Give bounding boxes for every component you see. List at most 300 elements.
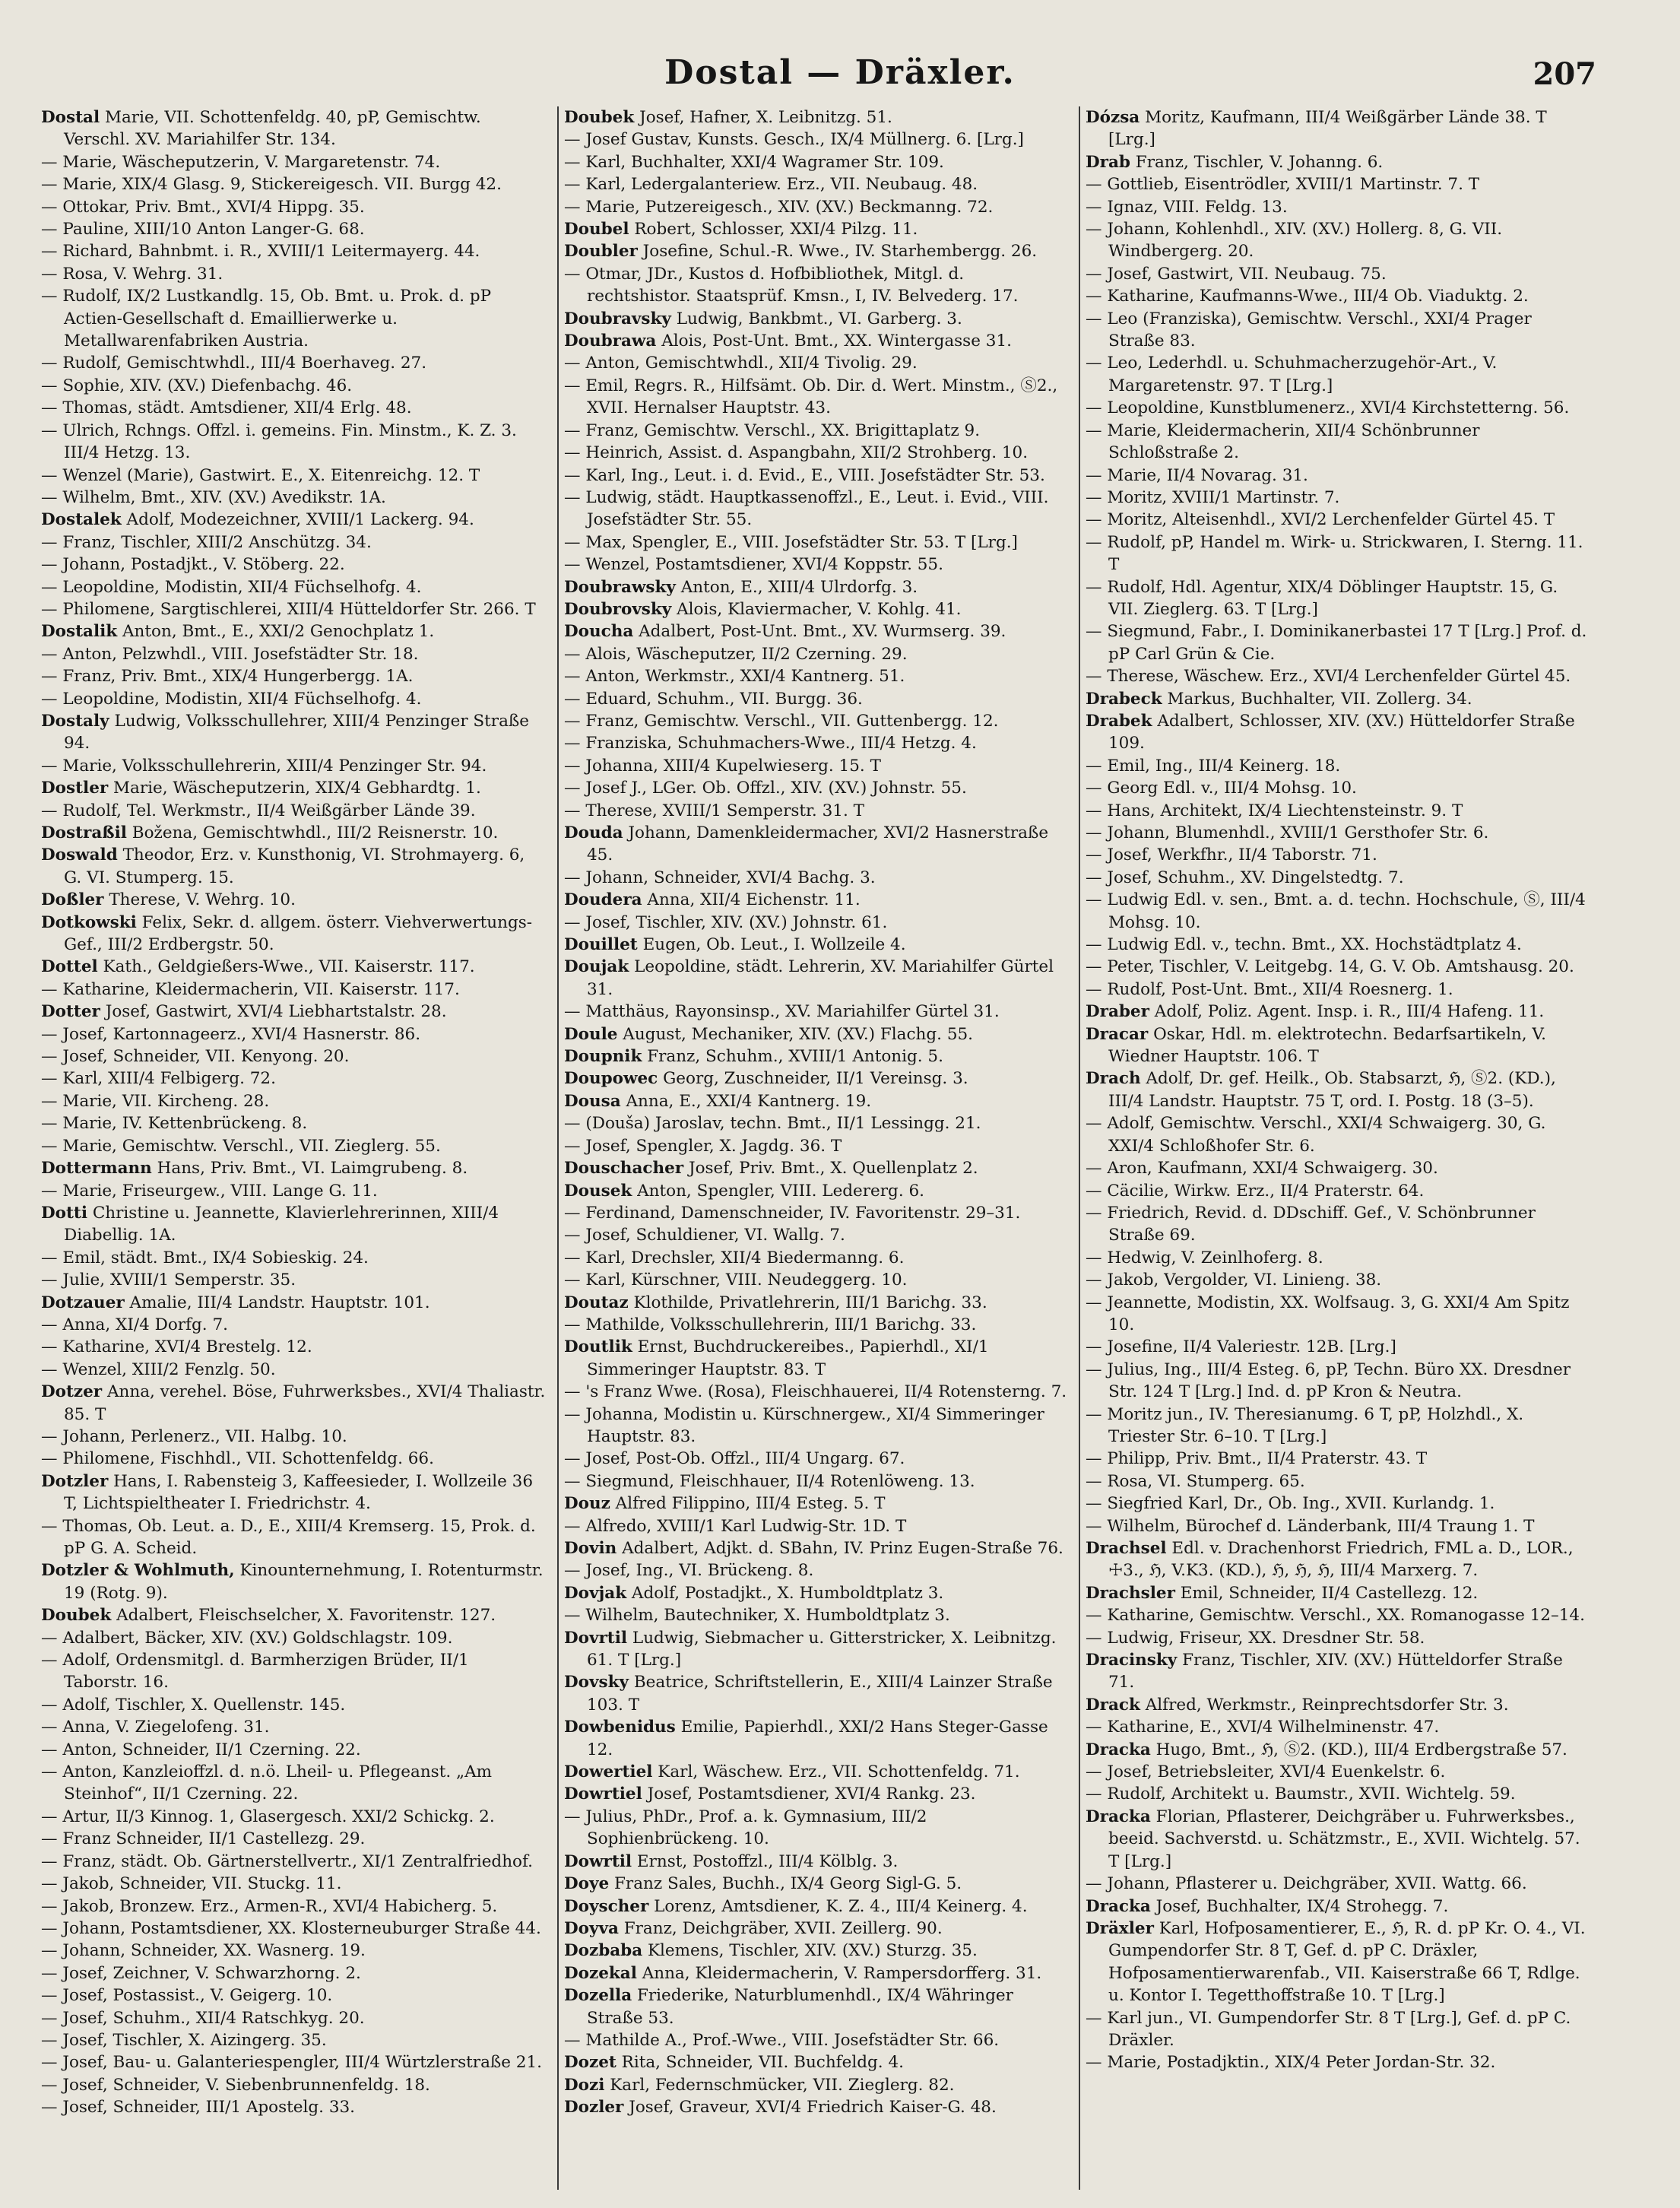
entry-surname: Dracka [1086, 1807, 1151, 1826]
entry-text: Florian, Pflasterer, Deichgräber u. Fuhrwerksbes., beeid. Sachverstd. u. Schätzmstr., E., XVII. Wichtelg. 57. T [Lrg.] [1108, 1807, 1580, 1871]
entry-surname: Doubek [564, 108, 635, 127]
directory-entry [564, 1940, 1070, 1962]
entry-text: — Rudolf, IX/2 Lustkandlg. 15, Ob. Bmt. u. Prok. d. pP Actien-Gesellschaft d. Emaillierwerke u. Metallwarenfabriken Austria. [41, 287, 492, 351]
directory-entry [41, 1448, 547, 1470]
directory-entry [564, 620, 1070, 642]
directory-entry [1086, 867, 1592, 889]
entry-text: Kath., Geldgießers-Wwe., VII. Kaiserstr. 117. [97, 957, 475, 977]
entry-surname: Dousa [564, 1091, 621, 1111]
entry-text: Josef, Buchhalter, IX/4 Strohegg. 7. [1150, 1896, 1449, 1916]
entry-text: Josef, Postamtsdiener, XVI/4 Rankg. 23. [642, 1784, 976, 1804]
entry-text: — Ludwig, Friseur, XX. Dresdner Str. 58. [1086, 1628, 1425, 1648]
entry-text: — 's Franz Wwe. (Rosa), Fleischhauerei, II/4 Rotensterng. 7. [564, 1382, 1067, 1402]
directory-entry [1086, 1604, 1592, 1626]
entry-text: — Mathilde A., Prof.-Wwe., VIII. Josefstädter Str. 66. [564, 2030, 1000, 2050]
directory-entry [564, 1202, 1070, 1224]
entry-text: Franz Sales, Buchh., IX/4 Georg Sigl-G. 5. [609, 1874, 962, 1894]
directory-entry [41, 665, 547, 687]
entry-text: — Marie, Gemischtw. Verschl., VII. Zieglerg. 55. [41, 1136, 441, 1156]
directory-entry [1086, 1112, 1592, 1157]
entry-text: — Rudolf, pP, Handel m. Wirk- u. Strickwaren, I. Sterng. 11. T [1086, 532, 1583, 575]
directory-entry [41, 1292, 547, 1314]
directory-entry [41, 1694, 547, 1716]
entry-text: — Ludwig Edl. v., techn. Bmt., XX. Hochstädtplatz 4. [1086, 935, 1522, 955]
directory-entry [564, 1984, 1070, 2029]
directory-entry [41, 173, 547, 195]
entry-text: — Marie, II/4 Novarag. 31. [1086, 465, 1308, 485]
entry-surname: Dracar [1086, 1024, 1149, 1044]
entry-text: — Leopoldine, Kunstblumenerz., XVI/4 Kirchstetterng. 56. [1086, 398, 1570, 418]
entry-text: — Karl, Kürschner, VIII. Neudeggerg. 10. [564, 1271, 908, 1290]
entry-surname: Dowbenidus [564, 1718, 676, 1737]
entry-surname: Dostler [41, 779, 109, 798]
entry-text: Franz, Deichgräber, XVII. Zeillerg. 90. [618, 1918, 943, 1938]
entry-text: — Friedrich, Revid. d. DDschiff. Gef., V. Schönbrunner Straße 69. [1086, 1203, 1536, 1245]
entry-text: Alois, Klaviermacher, V. Kohlg. 41. [671, 599, 962, 619]
entry-surname: Drack [1086, 1695, 1140, 1715]
entry-text: Adalbert, Fleischselcher, X. Favoritenstr. 127. [111, 1606, 496, 1626]
directory-entry [1086, 1918, 1592, 2007]
entry-surname: Doubrovsky [564, 599, 672, 619]
entry-surname: Drabek [1086, 711, 1152, 731]
entry-text: Edl. v. Drachenhorst Friedrich, FML a. D., LOR., ☩3., ℌ, V.K3. (KD.), ℌ, ℌ, ℌ, III/4 Marxerg. 7. [1108, 1539, 1574, 1581]
entry-text: — Richard, Bahnbmt. i. R., XVIII/1 Leitermayerg. 44. [41, 242, 480, 262]
entry-text: — Julius, PhDr., Prof. a. k. Gymnasium, III/2 Sophienbrückeng. 10. [564, 1807, 927, 1849]
directory-entry [41, 1001, 547, 1023]
entry-text: — Karl jun., VI. Gumpendorfer Str. 8 T [Lrg.], Gef. d. pP C. Dräxler. [1086, 2008, 1571, 2050]
entry-text: — Siegmund, Fabr., I. Dominikanerbastei 17 T [Lrg.] Prof. d. pP Carl Grün & Cie. [1086, 622, 1587, 664]
directory-entry [564, 2029, 1070, 2051]
directory-entry [41, 1112, 547, 1134]
directory-entry [564, 2096, 1070, 2118]
directory-entry [41, 2051, 547, 2073]
entry-text: — (Douša) Jaroslav, techn. Bmt., II/1 Lessingg. 21. [564, 1114, 981, 1134]
directory-entry [41, 1247, 547, 1269]
entry-text: Alois, Post-Unt. Bmt., XX. Wintergasse 31. [656, 332, 1012, 351]
directory-entry [564, 173, 1070, 195]
entry-text: Friederike, Naturblumenhdl., IX/4 Währinger Straße 53. [587, 1986, 1013, 2028]
page-number: 207 [1533, 56, 1596, 92]
directory-entry [41, 397, 547, 419]
entry-text: — Ignaz, VIII. Feldg. 13. [1086, 197, 1288, 217]
entry-surname: Dovrtil [564, 1628, 628, 1648]
entry-text: — Marie, VII. Kircheng. 28. [41, 1091, 270, 1111]
directory-entry [564, 1247, 1070, 1269]
directory-entry [564, 1559, 1070, 1581]
directory-entry [41, 844, 547, 889]
entry-text: — Anna, V. Ziegelofeng. 31. [41, 1718, 270, 1737]
entry-surname: Doubravsky [564, 309, 671, 328]
entry-surname: Doutaz [564, 1293, 629, 1312]
directory-entry [1086, 531, 1592, 576]
directory-entry [1086, 2007, 1592, 2052]
directory-entry [1086, 1694, 1592, 1716]
entry-surname: Doupnik [564, 1047, 642, 1067]
entry-text: — Therese, XVIII/1 Semperstr. 31. T [564, 801, 864, 820]
entry-text: Alfred Filippino, III/4 Esteg. 5. T [610, 1494, 886, 1514]
entry-surname: Dozet [564, 2053, 617, 2073]
entry-text: — Alois, Wäscheputzer, II/2 Czerning. 29. [564, 644, 908, 664]
directory-entry [1086, 1493, 1592, 1515]
directory-entry [1086, 956, 1592, 978]
directory-entry [41, 1559, 547, 1604]
entry-surname: Dräxler [1086, 1918, 1154, 1938]
directory-entry [41, 2096, 547, 2118]
entry-surname: Drachsler [1086, 1583, 1175, 1603]
directory-entry [1086, 1023, 1592, 1068]
entry-surname: Dostaly [41, 711, 109, 731]
entry-text: — Adalbert, Bäcker, XIV. (XV.) Goldschlagstr. 109. [41, 1628, 453, 1648]
directory-entry [1086, 1582, 1592, 1604]
entry-surname: Dozekal [564, 1963, 637, 1983]
directory-entry [1086, 285, 1592, 307]
entry-text: — Emil, Ing., III/4 Keinerg. 18. [1086, 756, 1341, 776]
directory-entry [1086, 576, 1592, 621]
entry-text: — Josef, Kartonnageerz., XVI/4 Hasnerstr. 86. [41, 1024, 421, 1044]
directory-entry [41, 531, 547, 554]
entry-surname: Doubrawa [564, 332, 657, 351]
entry-text: Markus, Buchhalter, VII. Zollerg. 34. [1162, 689, 1472, 709]
directory-entry [564, 2074, 1070, 2096]
directory-entry [1086, 1515, 1592, 1537]
entry-surname: Dozbaba [564, 1941, 643, 1961]
entry-surname: Draber [1086, 1002, 1149, 1022]
directory-entry [1086, 2051, 1592, 2073]
entry-text: — Johann, Pflasterer u. Deichgräber, XVII. Wattg. 66. [1086, 1874, 1527, 1894]
entry-text: — Josef, Schuhm., XV. Dingelstedtg. 7. [1086, 868, 1404, 887]
directory-entry [41, 1851, 547, 1873]
directory-entry [1086, 1806, 1592, 1873]
entry-surname: Dovjak [564, 1583, 627, 1603]
directory-entry [564, 1448, 1070, 1470]
directory-entry [564, 1873, 1070, 1895]
entry-text: — Josefine, II/4 Valeriestr. 12B. [Lrg.] [1086, 1337, 1396, 1357]
entry-text: August, Mechaniker, XIV. (XV.) Flachg. 55. [617, 1024, 974, 1044]
entry-text: — Josef, Schuldiener, VI. Wallg. 7. [564, 1226, 845, 1245]
entry-surname: Doubel [564, 220, 629, 240]
entry-text: — Johann, Blumenhdl., XVIII/1 Gersthofer Str. 6. [1086, 823, 1489, 842]
directory-entry [41, 777, 547, 799]
directory-entry [41, 800, 547, 822]
directory-entry [1086, 1068, 1592, 1112]
directory-entry [1086, 755, 1592, 777]
entry-text: — Wilhelm, Bürochef d. Länderbank, III/4 Traung 1. T [1086, 1516, 1535, 1536]
directory-entry [564, 1515, 1070, 1537]
entry-text: — Josef, Ing., VI. Brückeng. 8. [564, 1561, 814, 1581]
directory-entry [1086, 934, 1592, 956]
entry-text: Josefine, Schul.-R. Wwe., IV. Starhembergg. 26. [637, 242, 1038, 262]
directory-entry [564, 598, 1070, 620]
entry-surname: Doudera [564, 890, 642, 910]
directory-entry [41, 196, 547, 218]
directory-entry [1086, 1873, 1592, 1895]
entry-text: Hans, I. Rabensteig 3, Kaffeesieder, I. Wollzeile 36 T, Lichtspieltheater I. Friedrichstr. 4. [64, 1471, 533, 1514]
directory-entry [1086, 844, 1592, 866]
entry-text: — Emil, städt. Bmt., IX/4 Sobieskig. 24. [41, 1248, 369, 1267]
entry-text: — Rosa, VI. Stumperg. 65. [1086, 1471, 1305, 1491]
entry-text: — Philomene, Fischhdl., VII. Schottenfeldg. 66. [41, 1449, 434, 1469]
entry-surname: Doutlik [564, 1337, 632, 1357]
entry-text: Anna, Kleidermacherin, V. Rampersdorfferg. 31. [636, 1963, 1042, 1983]
directory-entry [1086, 1716, 1592, 1738]
entry-surname: Dostraßil [41, 823, 127, 842]
entry-surname: Douillet [564, 935, 638, 955]
directory-entry [1086, 1157, 1592, 1179]
entry-text: Josef, Gastwirt, XVI/4 Liebhartstalstr. 28. [100, 1002, 447, 1022]
entry-text: — Josef, Gastwirt, VII. Neubaug. 75. [1086, 264, 1387, 284]
entry-text: — Josef, Tischler, XIV. (XV.) Johnstr. 61. [564, 912, 888, 932]
entry-text: — Josef, Tischler, X. Aizingerg. 35. [41, 2030, 327, 2050]
entry-text: Hugo, Bmt., ℌ, Ⓢ2. (KD.), III/4 Erdbergstraße 57. [1150, 1740, 1567, 1759]
directory-entry [41, 554, 547, 576]
entry-text: — Pauline, XIII/10 Anton Langer-G. 68. [41, 220, 365, 240]
directory-entry [41, 688, 547, 710]
entry-text: — Wenzel, XIII/2 Fenzlg. 50. [41, 1359, 276, 1379]
directory-entry [1086, 979, 1592, 1001]
entry-text: — Cäcilie, Wirkw. Erz., II/4 Praterstr. 64. [1086, 1181, 1425, 1201]
entry-text: Franz, Tischler, V. Johanng. 6. [1130, 152, 1384, 172]
entry-text: — Gottlieb, Eisentrödler, XVIII/1 Martinstr. 7. T [1086, 175, 1480, 195]
directory-entry [1086, 1537, 1592, 1582]
directory-entry [41, 509, 547, 531]
directory-entry [564, 151, 1070, 173]
directory-entry [564, 240, 1070, 262]
entry-text: — Karl, Ing., Leut. i. d. Evid., E., VIII. Josefstädter Str. 53. [564, 465, 1045, 485]
entry-text: — Katharine, Kleidermacherin, VII. Kaiserstr. 117. [41, 979, 460, 999]
directory-entry [1086, 710, 1592, 755]
entry-text: — Franz, Gemischtw. Verschl., XX. Brigittaplatz 9. [564, 420, 981, 440]
directory-entry [564, 1112, 1070, 1134]
entry-text: Emilie, Papierhdl., XXI/2 Hans Steger-Gasse 12. [587, 1718, 1048, 1759]
entry-text: — Katharine, E., XVI/4 Wilhelminenstr. 47. [1086, 1718, 1440, 1737]
directory-entry [1086, 465, 1592, 487]
entry-surname: Dowrtil [564, 1851, 632, 1871]
entry-surname: Dotti [41, 1203, 88, 1223]
entry-text: Adolf, Poliz. Agent. Insp. i. R., III/4 Hafeng. 11. [1149, 1002, 1545, 1022]
directory-entry [564, 1068, 1070, 1090]
entry-text: — Jeannette, Modistin, XX. Wolfsaug. 3, G. XXI/4 Am Spitz 10. [1086, 1293, 1570, 1334]
entry-text: — Moritz, XVIII/1 Martinstr. 7. [1086, 487, 1340, 507]
entry-text: — Siegmund, Fleischhauer, II/4 Rotenlöweng. 13. [564, 1471, 975, 1491]
directory-entry [564, 1582, 1070, 1604]
entry-text: — Thomas, städt. Amtsdiener, XII/4 Erlg. 48. [41, 398, 412, 418]
directory-entry [564, 912, 1070, 934]
entry-text: — Anna, XI/4 Dorfg. 7. [41, 1315, 228, 1334]
entry-text: Theodor, Erz. v. Kunsthonig, VI. Strohmayerg. 6, G. VI. Stumperg. 15. [64, 845, 525, 887]
entry-text: — Jakob, Schneider, VII. Stuckg. 11. [41, 1874, 342, 1894]
entry-text: Anton, Bmt., E., XXI/2 Genochplatz 1. [117, 622, 435, 642]
entry-surname: Doujak [564, 957, 629, 977]
entry-text: — Emil, Regrs. R., Hilfsämt. Ob. Dir. d. Wert. Minstm., Ⓢ2., XVII. Hernalser Hauptstr. 43. [564, 376, 1058, 418]
entry-surname: Doyva [564, 1918, 619, 1938]
directory-entry [1086, 218, 1592, 263]
directory-entry [564, 1851, 1070, 1873]
directory-entry [1086, 1404, 1592, 1448]
entry-text: — Anton, Schneider, II/1 Czerning. 22. [41, 1740, 361, 1759]
entry-text: — Marie, Postadjktin., XIX/4 Peter Jordan-Str. 32. [1086, 2053, 1496, 2073]
entry-text: — Eduard, Schuhm., VII. Burgg. 36. [564, 689, 863, 709]
directory-entry [41, 2074, 547, 2096]
entry-text: — Marie, Putzereigesch., XIV. (XV.) Beckmanng. 72. [564, 197, 994, 217]
directory-entry [1086, 1180, 1592, 1202]
page-header [0, 53, 1680, 99]
entry-text: — Heinrich, Assist. d. Aspangbahn, XII/2 Strohberg. 10. [564, 443, 1029, 463]
entry-text: Beatrice, Schriftstellerin, E., XIII/4 Lainzer Straße 103. T [587, 1673, 1053, 1715]
entry-surname: Drachsel [1086, 1539, 1167, 1558]
entry-text: — Alfredo, XVIII/1 Karl Ludwig-Str. 1D. T [564, 1516, 907, 1536]
entry-text: Franz, Tischler, XIV. (XV.) Hütteldorfer Straße 71. [1108, 1651, 1563, 1692]
directory-entry [1086, 1359, 1592, 1404]
directory-entry [1086, 352, 1592, 397]
directory-entry [564, 1404, 1070, 1448]
directory-entry [564, 218, 1070, 240]
directory-entry [564, 196, 1070, 218]
directory-entry [564, 576, 1070, 598]
entry-surname: Drabeck [1086, 689, 1162, 709]
entry-text: — Hans, Architekt, IX/4 Liechtensteinstr. 9. T [1086, 801, 1463, 820]
entry-text: — Matthäus, Rayonsinsp., XV. Mariahilfer Gürtel 31. [564, 1002, 1000, 1022]
entry-text: — Ferdinand, Damenschneider, IV. Favoritenstr. 29–31. [564, 1203, 1021, 1223]
entry-text: — Ludwig Edl. v. sen., Bmt. a. d. techn. Hochschule, Ⓢ, III/4 Mohsg. 10. [1086, 890, 1586, 932]
directory-entry [41, 1739, 547, 1761]
directory-entry [1086, 1247, 1592, 1269]
directory-entry [41, 352, 547, 374]
directory-entry [564, 889, 1070, 911]
entry-text: — Adolf, Ordensmitgl. d. Barmherzigen Brüder, II/1 Taborstr. 16. [41, 1651, 469, 1692]
directory-entry [41, 1202, 547, 1247]
entry-text: — Johann, Postamtsdiener, XX. Klosterneuburger Straße 44. [41, 1918, 541, 1938]
entry-text: — Thomas, Ob. Leut. a. D., E., XIII/4 Kremserg. 15, Prok. d. pP G. A. Scheid. [41, 1516, 536, 1558]
entry-surname: Dowertiel [564, 1762, 653, 1782]
directory-entry [41, 979, 547, 1001]
entry-text: — Leopoldine, Modistin, XII/4 Füchselhofg. 4. [41, 577, 422, 597]
entry-text: — Karl, Drechsler, XII/4 Biedermanng. 6. [564, 1248, 905, 1267]
entry-text: — Georg Edl. v., III/4 Mohsg. 10. [1086, 779, 1357, 798]
directory-entry [41, 822, 547, 844]
directory-entry [41, 1918, 547, 1940]
entry-text: — Leo (Franziska), Gemischtw. Verschl., XXI/4 Prager Straße 83. [1086, 309, 1532, 351]
entry-surname: Dracinsky [1086, 1651, 1178, 1670]
entry-text: — Johann, Kohlenhdl., XIV. (XV.) Hollerg. 8, G. VII. Windbergerg. 20. [1086, 220, 1503, 262]
column-divider [1079, 106, 1080, 2190]
entry-text: — Wenzel (Marie), Gastwirt. E., X. Eitenreichg. 12. T [41, 465, 480, 485]
entry-text: — Moritz, Alteisenhdl., XVI/2 Lerchenfelder Gürtel 45. T [1086, 510, 1555, 530]
directory-entry [41, 1761, 547, 1806]
entry-text: Marie, VII. Schottenfeldg. 40, pP, Gemischtw. Verschl. XV. Mariahilfer Str. 134. [64, 108, 481, 150]
entry-surname: Dotkowski [41, 912, 137, 932]
directory-entry [41, 263, 547, 285]
entry-text: Božena, Gemischtwhdl., III/2 Reisnerstr. 10. [126, 823, 499, 842]
directory-entry [41, 218, 547, 240]
directory-entry [564, 263, 1070, 308]
directory-entry [41, 1090, 547, 1112]
entry-text: — Rudolf, Hdl. Agentur, XIX/4 Döblinger Hauptstr. 15, G. VII. Zieglerg. 63. T [Lrg.] [1086, 577, 1558, 619]
entry-text: Marie, Wäscheputzerin, XIX/4 Gebhardtg. 1. [108, 779, 481, 798]
entry-surname: Doule [564, 1024, 618, 1044]
entry-text: Ernst, Postoffzl., III/4 Kölblg. 3. [632, 1851, 899, 1871]
entry-text: Anna, verehel. Böse, Fuhrwerksbes., XVI/4 Thaliastr. 85. T [64, 1382, 546, 1424]
entry-surname: Dózsa [1086, 108, 1140, 127]
entry-text: Ludwig, Volksschullehrer, XIII/4 Penzinger Straße 94. [64, 711, 529, 753]
entry-text: Felix, Sekr. d. allgem. österr. Viehverwertungs-Gef., III/2 Erdbergstr. 50. [64, 912, 533, 955]
entry-text: Josef, Priv. Bmt., X. Quellenplatz 2. [683, 1159, 978, 1179]
entry-surname: Doye [564, 1874, 610, 1894]
directory-entry [1086, 1783, 1592, 1805]
directory-entry [41, 1716, 547, 1738]
entry-surname: Dottermann [41, 1159, 152, 1179]
directory-entry [1086, 777, 1592, 799]
entry-text: Therese, V. Wehrg. 10. [103, 890, 296, 910]
directory-entry [41, 1806, 547, 1828]
directory-entry [564, 1180, 1070, 1202]
entry-surname: Dovin [564, 1539, 617, 1558]
entry-text: Adolf, Dr. gef. Heilk., Ob. Stabsarzt, ℌ, Ⓢ2. (KD.), III/4 Landstr. Hauptstr. 75 T, ord. I. Postg. 18 (3–5). [1108, 1069, 1556, 1111]
entry-text: Ludwig, Siebmacher u. Gitterstricker, X. Leibnitzg. 61. T [Lrg.] [587, 1628, 1057, 1670]
directory-entry [564, 755, 1070, 777]
entry-text: — Rudolf, Post-Unt. Bmt., XII/4 Roesnerg. 1. [1086, 979, 1453, 999]
entry-surname: Dowrtiel [564, 1784, 642, 1804]
entry-text: — Katharine, Gemischtw. Verschl., XX. Romanogasse 12–14. [1086, 1606, 1585, 1626]
entry-text: — Marie, XIX/4 Glasg. 9, Stickereigesch. VII. Burgg 42. [41, 175, 502, 195]
directory-entry [564, 777, 1070, 799]
entry-text: — Marie, Kleidermacherin, XII/4 Schönbrunner Schloßstraße 2. [1086, 420, 1480, 463]
directory-entry [41, 1470, 547, 1515]
directory-entry [564, 442, 1070, 464]
directory-entry [564, 1962, 1070, 1984]
entry-surname: Dostalik [41, 622, 118, 642]
directory-entry [564, 1783, 1070, 1805]
directory-entry [1086, 1202, 1592, 1247]
entry-text: — Wenzel, Postamtsdiener, XVI/4 Koppstr. 55. [564, 555, 943, 575]
directory-entry [41, 956, 547, 978]
entry-text: Anna, E., XXI/4 Kantnerg. 19. [620, 1091, 872, 1111]
entry-text: — Josef, Bau- u. Galanteriespengler, III/4 Würtzlerstraße 21. [41, 2053, 542, 2073]
directory-entry [41, 465, 547, 487]
directory-entry [564, 531, 1070, 554]
entry-text: Karl, Wäschew. Erz., VII. Schottenfeldg. 71. [652, 1762, 1020, 1782]
directory-entry [564, 643, 1070, 665]
directory-entry [41, 285, 547, 352]
entry-text: Amalie, III/4 Landstr. Hauptstr. 101. [124, 1293, 430, 1312]
entry-text: — Philipp, Priv. Bmt., II/4 Praterstr. 43. T [1086, 1449, 1428, 1469]
entry-text: Anton, Spengler, VIII. Ledererg. 6. [632, 1181, 924, 1201]
entry-text: Kinounternehmung, I. Rotenturmstr. 19 (Rotg. 9). [64, 1561, 544, 1603]
column-divider [557, 106, 559, 2190]
entry-surname: Doupowec [564, 1069, 658, 1089]
entry-text: — Katharine, Kaufmanns-Wwe., III/4 Ob. Viaduktg. 2. [1086, 287, 1529, 306]
directory-entry [41, 1962, 547, 1984]
directory-entry [41, 643, 547, 665]
entry-text: Josef, Hafner, X. Leibnitzg. 51. [634, 108, 892, 127]
entry-text: — Rosa, V. Wehrg. 31. [41, 264, 223, 284]
entry-text: — Karl, Buchhalter, XXI/4 Wagramer Str. 109. [564, 152, 944, 172]
entry-surname: Dousek [564, 1181, 632, 1201]
directory-entry [564, 665, 1070, 687]
directory-entry [41, 1180, 547, 1202]
directory-entry [564, 1761, 1070, 1783]
entry-surname: Doucha [564, 622, 634, 642]
page-title: Dostal — Dräxler. [664, 53, 1016, 92]
directory-entry [564, 1627, 1070, 1672]
entry-text: Alfred, Werkmstr., Reinprechtsdorfer Str. 3. [1140, 1695, 1509, 1715]
directory-entry [564, 1537, 1070, 1559]
entry-text: — Johanna, Modistin u. Kürschnergew., XI/4 Simmeringer Hauptstr. 83. [564, 1404, 1044, 1446]
entry-surname: Dotzer [41, 1382, 103, 1402]
entry-surname: Doyscher [564, 1896, 649, 1916]
directory-entry [41, 106, 547, 151]
directory-entry [1086, 1292, 1592, 1337]
directory-entry [41, 912, 547, 956]
